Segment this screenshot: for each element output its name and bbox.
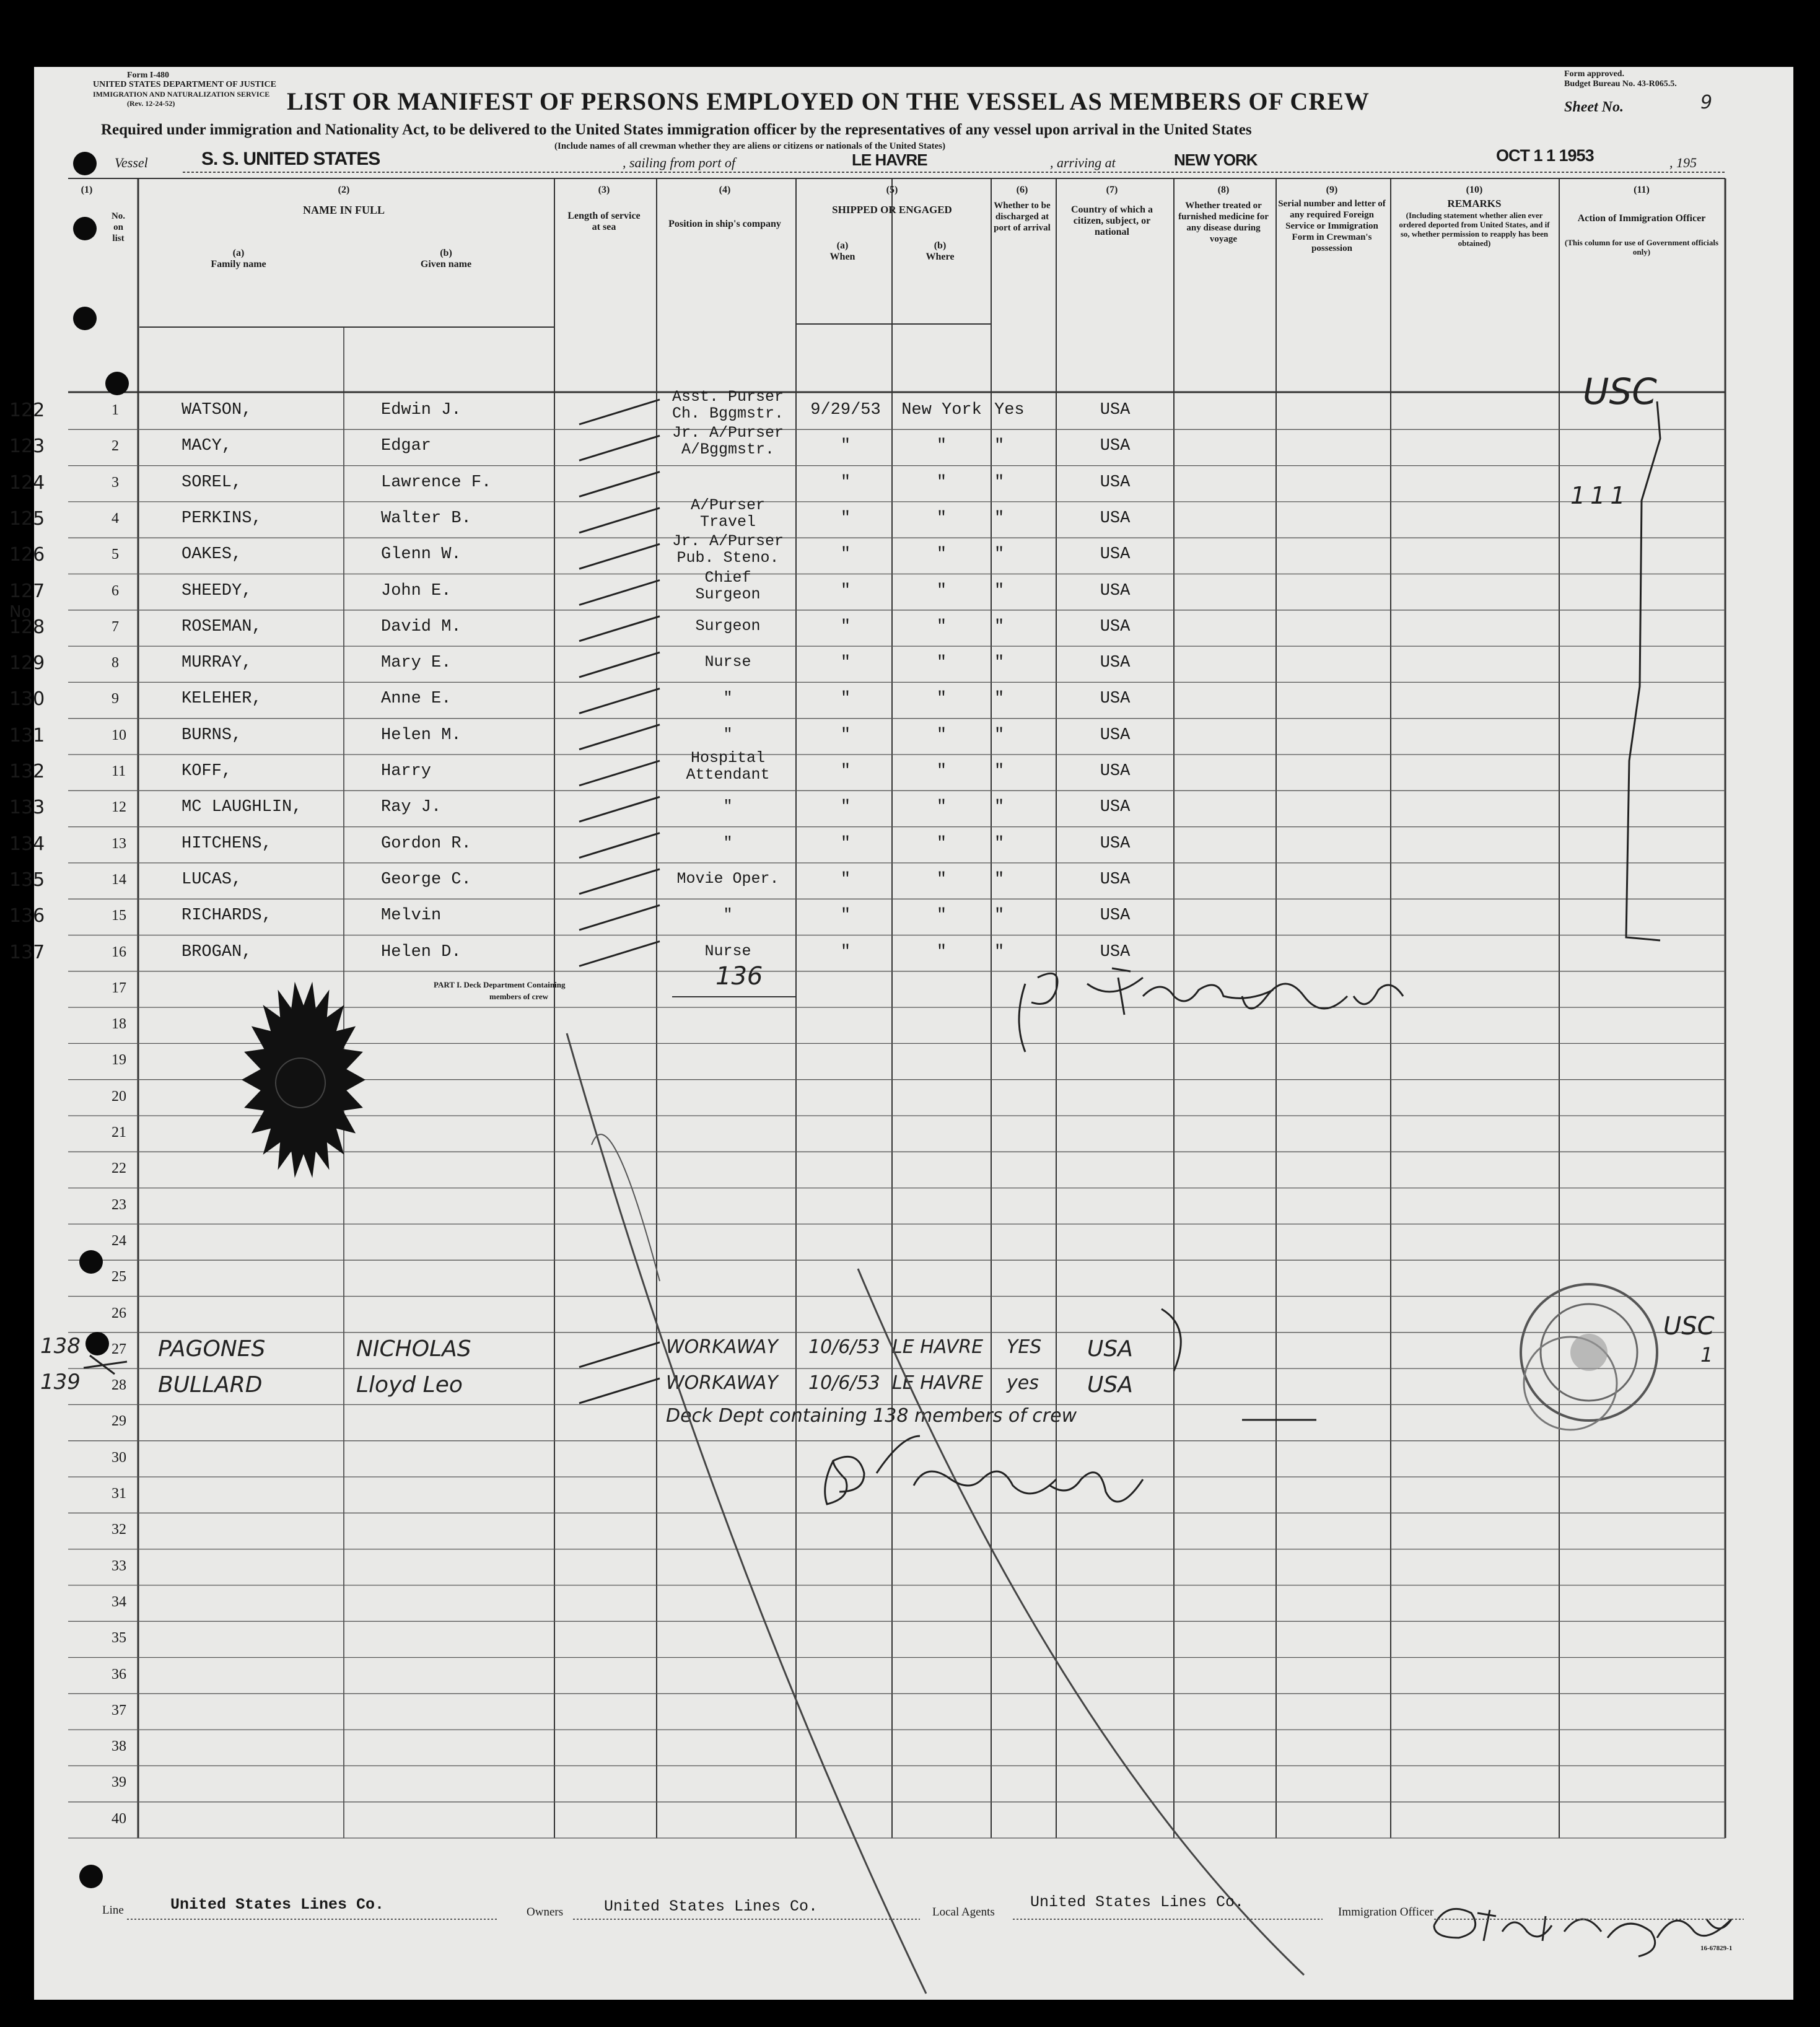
margin-no-label: No xyxy=(9,602,32,621)
shipped-when: " xyxy=(840,617,851,636)
shipped-when: " xyxy=(840,437,851,456)
punch-hole xyxy=(73,217,97,240)
immigration-officer-label: Immigration Officer xyxy=(1338,1906,1434,1919)
position: Jr. A/Purser Pub. Steno. xyxy=(672,532,784,567)
shipped-when: " xyxy=(840,870,851,889)
shipped-where: " xyxy=(936,545,947,564)
shipped-where: LE HAVRE xyxy=(892,1336,984,1358)
row-number: 40 xyxy=(112,1810,126,1827)
given-name: NICHOLAS xyxy=(356,1336,471,1362)
sheet-number: 9 xyxy=(1700,92,1713,113)
col8-number: (8) xyxy=(1217,185,1230,195)
given-name: Glenn W. xyxy=(381,545,462,564)
col5b-header: (b) Where xyxy=(925,240,955,262)
shipped-when: " xyxy=(840,581,851,600)
given-name: Ray J. xyxy=(381,798,442,817)
family-name: SOREL, xyxy=(182,473,242,492)
row-number: 14 xyxy=(112,871,126,888)
department: UNITED STATES DEPARTMENT OF JUSTICE xyxy=(93,80,276,89)
shipped-where: " xyxy=(936,690,947,709)
col7-number: (7) xyxy=(1106,185,1118,195)
service-slash-mark xyxy=(579,436,660,460)
service-slash-mark xyxy=(579,905,660,930)
family-name: PERKINS, xyxy=(182,509,262,528)
shipped-where: " xyxy=(936,509,947,528)
given-name: David M. xyxy=(381,617,462,636)
shipped-where: " xyxy=(936,798,947,817)
service-slash-mark xyxy=(579,400,660,424)
service-slash-mark xyxy=(579,833,660,858)
discharge: " xyxy=(994,725,1005,745)
col5-header: SHIPPED OR ENGAGED xyxy=(832,204,952,216)
owners-label: Owners xyxy=(527,1906,564,1919)
margin-number: 124 xyxy=(9,471,45,494)
col1-header: No. on list xyxy=(111,211,126,243)
year-suffix: , 195 xyxy=(1669,155,1697,170)
discharge: " xyxy=(994,690,1005,709)
col9-number: (9) xyxy=(1326,185,1338,195)
shipped-when: " xyxy=(840,545,851,564)
shipped-where: " xyxy=(936,942,947,961)
discharge: yes xyxy=(1007,1372,1039,1394)
given-name: Mary E. xyxy=(381,654,452,673)
punch-hole xyxy=(79,1250,103,1274)
shipped-when: 10/6/53 xyxy=(808,1336,880,1358)
form-title: LIST OR MANIFEST OF PERSONS EMPLOYED ON THE VESSEL AS MEMBERS OF CREW xyxy=(287,87,1370,115)
discharge: " xyxy=(994,509,1005,528)
given-name: Lawrence F. xyxy=(381,473,492,492)
local-agents-value: United States Lines Co. xyxy=(1030,1893,1245,1911)
family-name: SHEEDY, xyxy=(182,581,252,600)
part1-count: 136 xyxy=(715,962,763,991)
shipped-when: " xyxy=(840,725,851,745)
given-name: Harry xyxy=(381,762,432,781)
margin-number: 135 xyxy=(9,869,45,891)
row-number: 3 xyxy=(112,474,119,491)
discharge: " xyxy=(994,906,1005,926)
form-number: Form I-480 xyxy=(127,71,170,80)
discharge: YES xyxy=(1007,1336,1042,1358)
family-name: MURRAY, xyxy=(182,654,252,673)
shipped-where: " xyxy=(936,437,947,456)
discharge: " xyxy=(994,762,1005,781)
service-slash-mark xyxy=(579,652,660,677)
row-number: 6 xyxy=(112,582,119,599)
shipped-when: " xyxy=(840,942,851,961)
service-slash-mark xyxy=(579,544,660,569)
family-name: MACY, xyxy=(182,437,232,456)
row-number: 37 xyxy=(112,1702,126,1718)
shipped-when: 9/29/53 xyxy=(810,401,881,419)
given-name: Lloyd Leo xyxy=(356,1372,463,1398)
row-number: 15 xyxy=(112,908,126,924)
row-number: 34 xyxy=(112,1593,126,1610)
margin-number: 138 xyxy=(40,1333,81,1359)
family-name: OAKES, xyxy=(182,545,242,564)
col4-number: (4) xyxy=(719,185,731,195)
service-slash-mark xyxy=(579,869,660,894)
form-approved: Form approved. xyxy=(1564,69,1624,79)
line-value: United States Lines Co. xyxy=(170,1896,385,1914)
position: Surgeon xyxy=(695,616,761,635)
row-number: 10 xyxy=(112,727,126,743)
position: Asst. Purser Ch. Bggmstr. xyxy=(672,388,784,422)
col6-number: (6) xyxy=(1016,185,1028,195)
manifest-page xyxy=(9,67,1793,2000)
service-slash-mark xyxy=(579,1378,660,1403)
country: USA xyxy=(1100,942,1131,961)
row-number: 4 xyxy=(112,510,119,527)
discharge: " xyxy=(994,834,1005,853)
col2-number: (2) xyxy=(338,185,350,195)
row-number: 12 xyxy=(112,799,126,816)
vessel-name: S. S. UNITED STATES xyxy=(201,149,380,169)
position: Jr. A/Purser A/Bggmstr. xyxy=(672,424,784,459)
shipped-where: " xyxy=(936,654,947,673)
position: " xyxy=(723,725,733,743)
col2-header: NAME IN FULL xyxy=(302,204,385,216)
service-slash-mark xyxy=(579,725,660,750)
action-usc-mark: USC xyxy=(1583,370,1657,413)
sailing-label: , sailing from port of xyxy=(623,155,735,170)
margin-number: 131 xyxy=(9,724,45,746)
shipped-when: " xyxy=(840,509,851,528)
arriving-label: , arriving at xyxy=(1050,155,1116,170)
family-name: HITCHENS, xyxy=(182,834,272,853)
row-number: 35 xyxy=(112,1630,126,1647)
action-one-mark: 1 xyxy=(1700,1343,1713,1367)
punch-hole xyxy=(105,372,129,395)
col11-number: (11) xyxy=(1634,185,1650,195)
col3-header: Length of service at sea xyxy=(567,211,641,232)
revision: (Rev. 12-24-52) xyxy=(127,99,175,108)
discharge: " xyxy=(994,798,1005,817)
service-slash-mark xyxy=(579,508,660,533)
country: USA xyxy=(1100,834,1131,853)
owners-value: United States Lines Co. xyxy=(604,1898,818,1915)
include-note: (Include names of all crewman whether they are aliens or citizens or nationals of the United States) xyxy=(554,141,946,151)
punch-hole xyxy=(73,307,97,330)
service-slash-mark xyxy=(579,1342,660,1367)
margin-number: 126 xyxy=(9,544,45,566)
margin-number: 137 xyxy=(9,941,45,963)
row-number: 1 xyxy=(112,402,119,418)
country: USA xyxy=(1100,690,1131,709)
port-of-arrival: NEW YORK xyxy=(1174,151,1258,169)
country: USA xyxy=(1100,762,1131,781)
shipped-where: New York xyxy=(901,401,982,419)
discharge: " xyxy=(994,617,1005,636)
country: USA xyxy=(1100,725,1131,745)
action-tick-marks: 111 xyxy=(1570,482,1630,509)
col11-header: Action of Immigration Officer xyxy=(1577,213,1706,224)
family-name: MC LAUGHLIN, xyxy=(182,798,302,817)
given-name: Anne E. xyxy=(381,690,452,709)
row-number: 23 xyxy=(112,1196,126,1213)
row-number: 24 xyxy=(112,1232,126,1249)
col1-number: (1) xyxy=(81,185,93,195)
shipped-where: " xyxy=(936,906,947,926)
given-name: Helen M. xyxy=(381,725,462,745)
margin-number: 128 xyxy=(9,616,45,638)
row-number: 13 xyxy=(112,835,126,852)
shipped-where: " xyxy=(936,473,947,492)
service-slash-mark xyxy=(579,942,660,966)
service-slash-mark xyxy=(579,616,660,641)
row-number: 38 xyxy=(112,1738,126,1755)
gold-seal xyxy=(238,978,369,1182)
service-slash-mark xyxy=(579,472,660,497)
given-name: Edwin J. xyxy=(381,401,462,419)
given-name: Edgar xyxy=(381,437,432,456)
row-number: 2 xyxy=(112,438,119,455)
family-name: ROSEMAN, xyxy=(182,617,262,636)
country: USA xyxy=(1100,509,1131,528)
given-name: Walter B. xyxy=(381,509,471,528)
discharge: Yes xyxy=(994,401,1025,419)
given-name: Helen D. xyxy=(381,942,462,961)
shipped-where: " xyxy=(936,581,947,600)
print-code: 16-67829-1 xyxy=(1700,1945,1733,1952)
given-name: Melvin xyxy=(381,906,442,926)
row-number: 28 xyxy=(112,1377,126,1394)
vessel-label: Vessel xyxy=(115,155,148,170)
col4-header: Position in ship's company xyxy=(668,219,781,229)
position: A/Purser Travel xyxy=(690,496,766,531)
family-name: BULLARD xyxy=(158,1372,263,1398)
col11-note: (This column for use of Government officials only) xyxy=(1564,238,1719,256)
row-number: 16 xyxy=(112,943,126,960)
shipped-where: LE HAVRE xyxy=(892,1372,984,1394)
position: Nurse xyxy=(704,942,751,960)
budget-bureau: Budget Bureau No. 43-R065.5. xyxy=(1564,79,1677,89)
row-number: 18 xyxy=(112,1016,126,1033)
country: USA xyxy=(1100,798,1131,817)
part1-label-2: members of crew xyxy=(489,992,549,1001)
row-number: 39 xyxy=(112,1774,126,1791)
shipped-when: " xyxy=(840,473,851,492)
col10-number: (10) xyxy=(1466,185,1483,195)
shipped-when: 10/6/53 xyxy=(808,1372,880,1394)
margin-number: 139 xyxy=(40,1370,81,1395)
margin-number: 125 xyxy=(9,507,45,530)
country: USA xyxy=(1087,1336,1133,1362)
shipped-where: " xyxy=(936,617,947,636)
country: USA xyxy=(1100,437,1131,456)
part1-count-line xyxy=(672,996,796,997)
col3-number: (3) xyxy=(598,185,610,195)
row-number: 9 xyxy=(112,691,119,707)
discharge: " xyxy=(994,473,1005,492)
family-name: PAGONES xyxy=(158,1336,266,1362)
deck-dept-note: Deck Dept containing 138 members of crew xyxy=(666,1405,1077,1427)
shipped-when: " xyxy=(840,654,851,673)
service: IMMIGRATION AND NATURALIZATION SERVICE xyxy=(93,90,270,99)
row-number: 26 xyxy=(112,1305,126,1321)
col8-header: Whether treated or furnished medicine for any disease during voyage xyxy=(1178,201,1269,244)
arrival-date: OCT 1 1 1953 xyxy=(1496,146,1594,165)
position: " xyxy=(723,833,733,852)
local-agents-label: Local Agents xyxy=(932,1906,995,1919)
row-number: 21 xyxy=(112,1124,126,1140)
punch-hole xyxy=(79,1865,103,1888)
row-number: 7 xyxy=(112,618,119,635)
col10-note: (Including statement whether alien ever ordered deported from United States, and if so, whether permission to reapply has been obtained) xyxy=(1399,211,1550,248)
position: Movie Oper. xyxy=(676,869,779,888)
sheet-label: Sheet No. xyxy=(1564,99,1624,115)
row-number: 19 xyxy=(112,1052,126,1069)
country: USA xyxy=(1100,401,1131,419)
country: USA xyxy=(1100,654,1131,673)
family-name: LUCAS, xyxy=(182,870,242,889)
action-usc-mark-2: USC xyxy=(1663,1312,1715,1341)
row-number: 32 xyxy=(112,1521,126,1538)
row-number: 8 xyxy=(112,655,119,672)
margin-number: 129 xyxy=(9,652,45,675)
family-name: KELEHER, xyxy=(182,690,262,709)
shipped-where: " xyxy=(936,870,947,889)
given-name: John E. xyxy=(381,581,452,600)
col6-header: Whether to be discharged at port of arrival xyxy=(994,201,1051,233)
margin-number: 130 xyxy=(9,688,45,711)
punch-hole xyxy=(73,152,97,175)
family-name: WATSON, xyxy=(182,401,252,419)
family-name: BURNS, xyxy=(182,725,242,745)
margin-number: 133 xyxy=(9,797,45,819)
position: Hospital Attendant xyxy=(686,749,770,784)
given-name: Gordon R. xyxy=(381,834,471,853)
given-name: George C. xyxy=(381,870,471,889)
margin-number: 127 xyxy=(9,580,45,602)
col10-header: REMARKS xyxy=(1447,198,1502,209)
row-number: 30 xyxy=(112,1449,126,1466)
discharge: " xyxy=(994,545,1005,564)
row-number: 11 xyxy=(112,763,126,779)
country: USA xyxy=(1087,1372,1133,1398)
family-name: KOFF, xyxy=(182,762,232,781)
discharge: " xyxy=(994,870,1005,889)
shipped-where: " xyxy=(936,834,947,853)
service-slash-mark xyxy=(579,688,660,713)
official-stamp xyxy=(1496,1281,1682,1442)
row-number: 33 xyxy=(112,1557,126,1574)
row-number: 17 xyxy=(112,979,126,996)
service-slash-mark xyxy=(579,761,660,786)
margin-number: 136 xyxy=(9,905,45,927)
shipped-when: " xyxy=(840,798,851,817)
position: Chief Surgeon xyxy=(695,568,761,603)
country: USA xyxy=(1100,473,1131,492)
port-of-sailing: LE HAVRE xyxy=(852,151,927,169)
discharge: " xyxy=(994,437,1005,456)
row-number: 5 xyxy=(112,546,119,563)
col7-header: Country of which a citizen, subject, or national xyxy=(1070,204,1153,237)
row-number: 27 xyxy=(112,1341,126,1357)
position: " xyxy=(723,797,733,816)
col5-number: (5) xyxy=(886,185,898,195)
row-number: 31 xyxy=(112,1486,126,1502)
row-number: 36 xyxy=(112,1666,126,1683)
discharge: " xyxy=(994,942,1005,961)
margin-number: 122 xyxy=(9,400,45,421)
position: " xyxy=(723,689,733,707)
shipped-when: " xyxy=(840,762,851,781)
shipped-when: " xyxy=(840,834,851,853)
discharge: " xyxy=(994,581,1005,600)
position: " xyxy=(723,906,733,924)
country: USA xyxy=(1100,906,1131,926)
position: WORKAWAY xyxy=(666,1372,778,1394)
shipped-when: " xyxy=(840,906,851,926)
row-number: 29 xyxy=(112,1413,126,1430)
required-note: Required under immigration and Nationality Act, to be delivered to the United States immigration officer by the representatives of any vessel upon arrival in the United States xyxy=(101,121,1252,138)
family-name: RICHARDS, xyxy=(182,906,272,926)
margin-number: 134 xyxy=(9,833,45,855)
service-slash-mark xyxy=(579,580,660,605)
margin-number: 132 xyxy=(9,761,45,782)
country: USA xyxy=(1100,545,1131,564)
line-label: Line xyxy=(102,1904,124,1917)
shipped-where: " xyxy=(936,725,947,745)
col2b-header: (b) Given name xyxy=(420,248,472,269)
position: WORKAWAY xyxy=(666,1336,778,1358)
col5a-header: (a) When xyxy=(829,240,855,262)
shipped-when: " xyxy=(840,690,851,709)
discharge: " xyxy=(994,654,1005,673)
service-slash-mark xyxy=(579,797,660,821)
country: USA xyxy=(1100,617,1131,636)
part1-label: PART I. Deck Department Containing xyxy=(434,980,566,989)
row-number: 25 xyxy=(112,1269,126,1285)
family-name: BROGAN, xyxy=(182,942,252,961)
shipped-where: " xyxy=(936,762,947,781)
position: Nurse xyxy=(704,653,751,672)
country: USA xyxy=(1100,581,1131,600)
row-number: 20 xyxy=(112,1088,126,1105)
punch-hole xyxy=(85,1332,109,1355)
col2a-header: (a) Family name xyxy=(211,248,266,269)
margin-number: 123 xyxy=(9,436,45,458)
col9-header: Serial number and letter of any required Foreign Service or Immigration Form in Crewman's possession xyxy=(1278,199,1386,253)
country: USA xyxy=(1100,870,1131,889)
row-number: 22 xyxy=(112,1160,126,1177)
